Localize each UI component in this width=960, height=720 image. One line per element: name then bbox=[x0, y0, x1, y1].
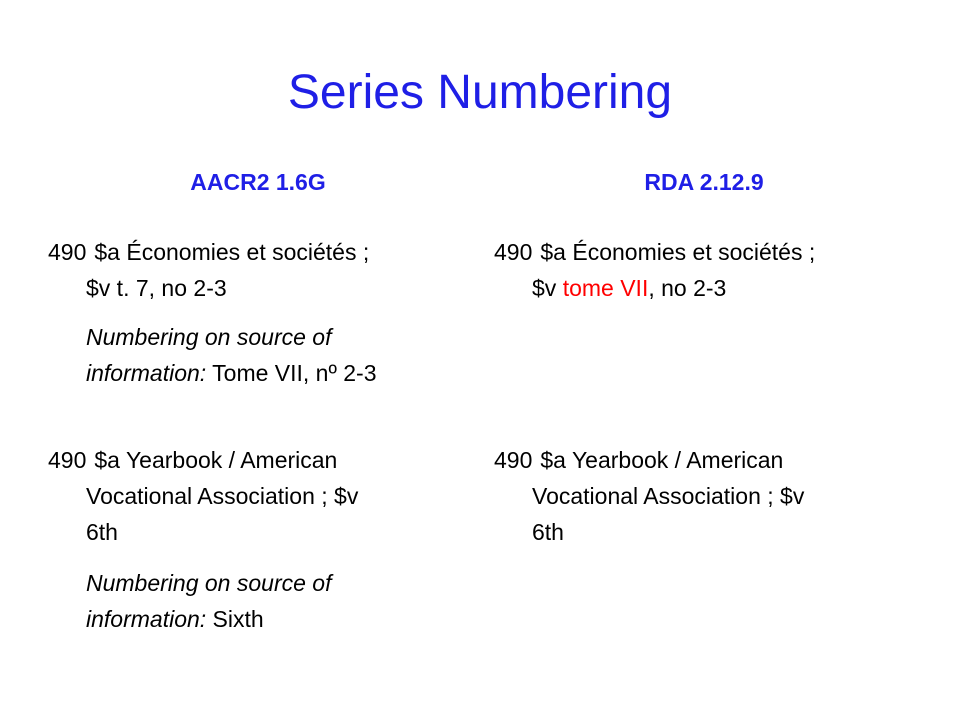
note-label: information: bbox=[86, 606, 207, 632]
slide-title: Series Numbering bbox=[287, 66, 673, 119]
subfield-v bbox=[494, 270, 815, 306]
note-line bbox=[86, 319, 377, 355]
field-tag: 490 bbox=[494, 239, 533, 265]
entry-line bbox=[494, 234, 815, 270]
field-tag: 490 bbox=[48, 447, 87, 473]
entry-line bbox=[48, 442, 358, 478]
entry-line: Vocational Association ; $v bbox=[86, 483, 359, 509]
subfield-a: $a Yearbook / American bbox=[540, 447, 784, 473]
subfield-a: $a Économies et sociétés ; bbox=[94, 239, 370, 265]
field-tag: 490 bbox=[494, 447, 533, 473]
aacr2-entry-yearbook bbox=[48, 442, 358, 550]
note-line bbox=[86, 355, 377, 391]
note-value: Tome VII, nº 2-3 bbox=[206, 360, 377, 386]
subfield-v-rest: , no 2-3 bbox=[648, 275, 727, 301]
subfield-a: $a Yearbook / American bbox=[94, 447, 338, 473]
note-label: information: bbox=[86, 360, 207, 386]
aacr2-column-heading: AACR2 1.6G bbox=[190, 169, 326, 195]
entry-line bbox=[494, 442, 804, 478]
aacr2-note-yearbook bbox=[48, 565, 331, 637]
subfield-v-value: 6th bbox=[532, 519, 564, 545]
subfield-v-value: 6th bbox=[86, 519, 118, 545]
subfield-v-code: $v bbox=[532, 275, 563, 301]
note-line bbox=[86, 565, 331, 601]
aacr2-entry-economies bbox=[48, 234, 369, 306]
note-label: Numbering on source of bbox=[86, 570, 332, 596]
note-value: Sixth bbox=[206, 606, 264, 632]
note-label: Numbering on source of bbox=[86, 324, 332, 350]
rda-entry-yearbook bbox=[494, 442, 804, 550]
note-line bbox=[86, 601, 331, 637]
rda-entry-economies bbox=[494, 234, 815, 306]
aacr2-note-economies bbox=[48, 319, 377, 391]
highlighted-numbering: tome VII bbox=[562, 275, 649, 301]
field-tag: 490 bbox=[48, 239, 87, 265]
entry-line: Vocational Association ; $v bbox=[532, 483, 805, 509]
subfield-v: $v t. 7, no 2-3 bbox=[86, 275, 227, 301]
subfield-a: $a Économies et sociétés ; bbox=[540, 239, 816, 265]
rda-column-heading: RDA 2.12.9 bbox=[644, 169, 764, 195]
entry-line bbox=[48, 234, 369, 270]
